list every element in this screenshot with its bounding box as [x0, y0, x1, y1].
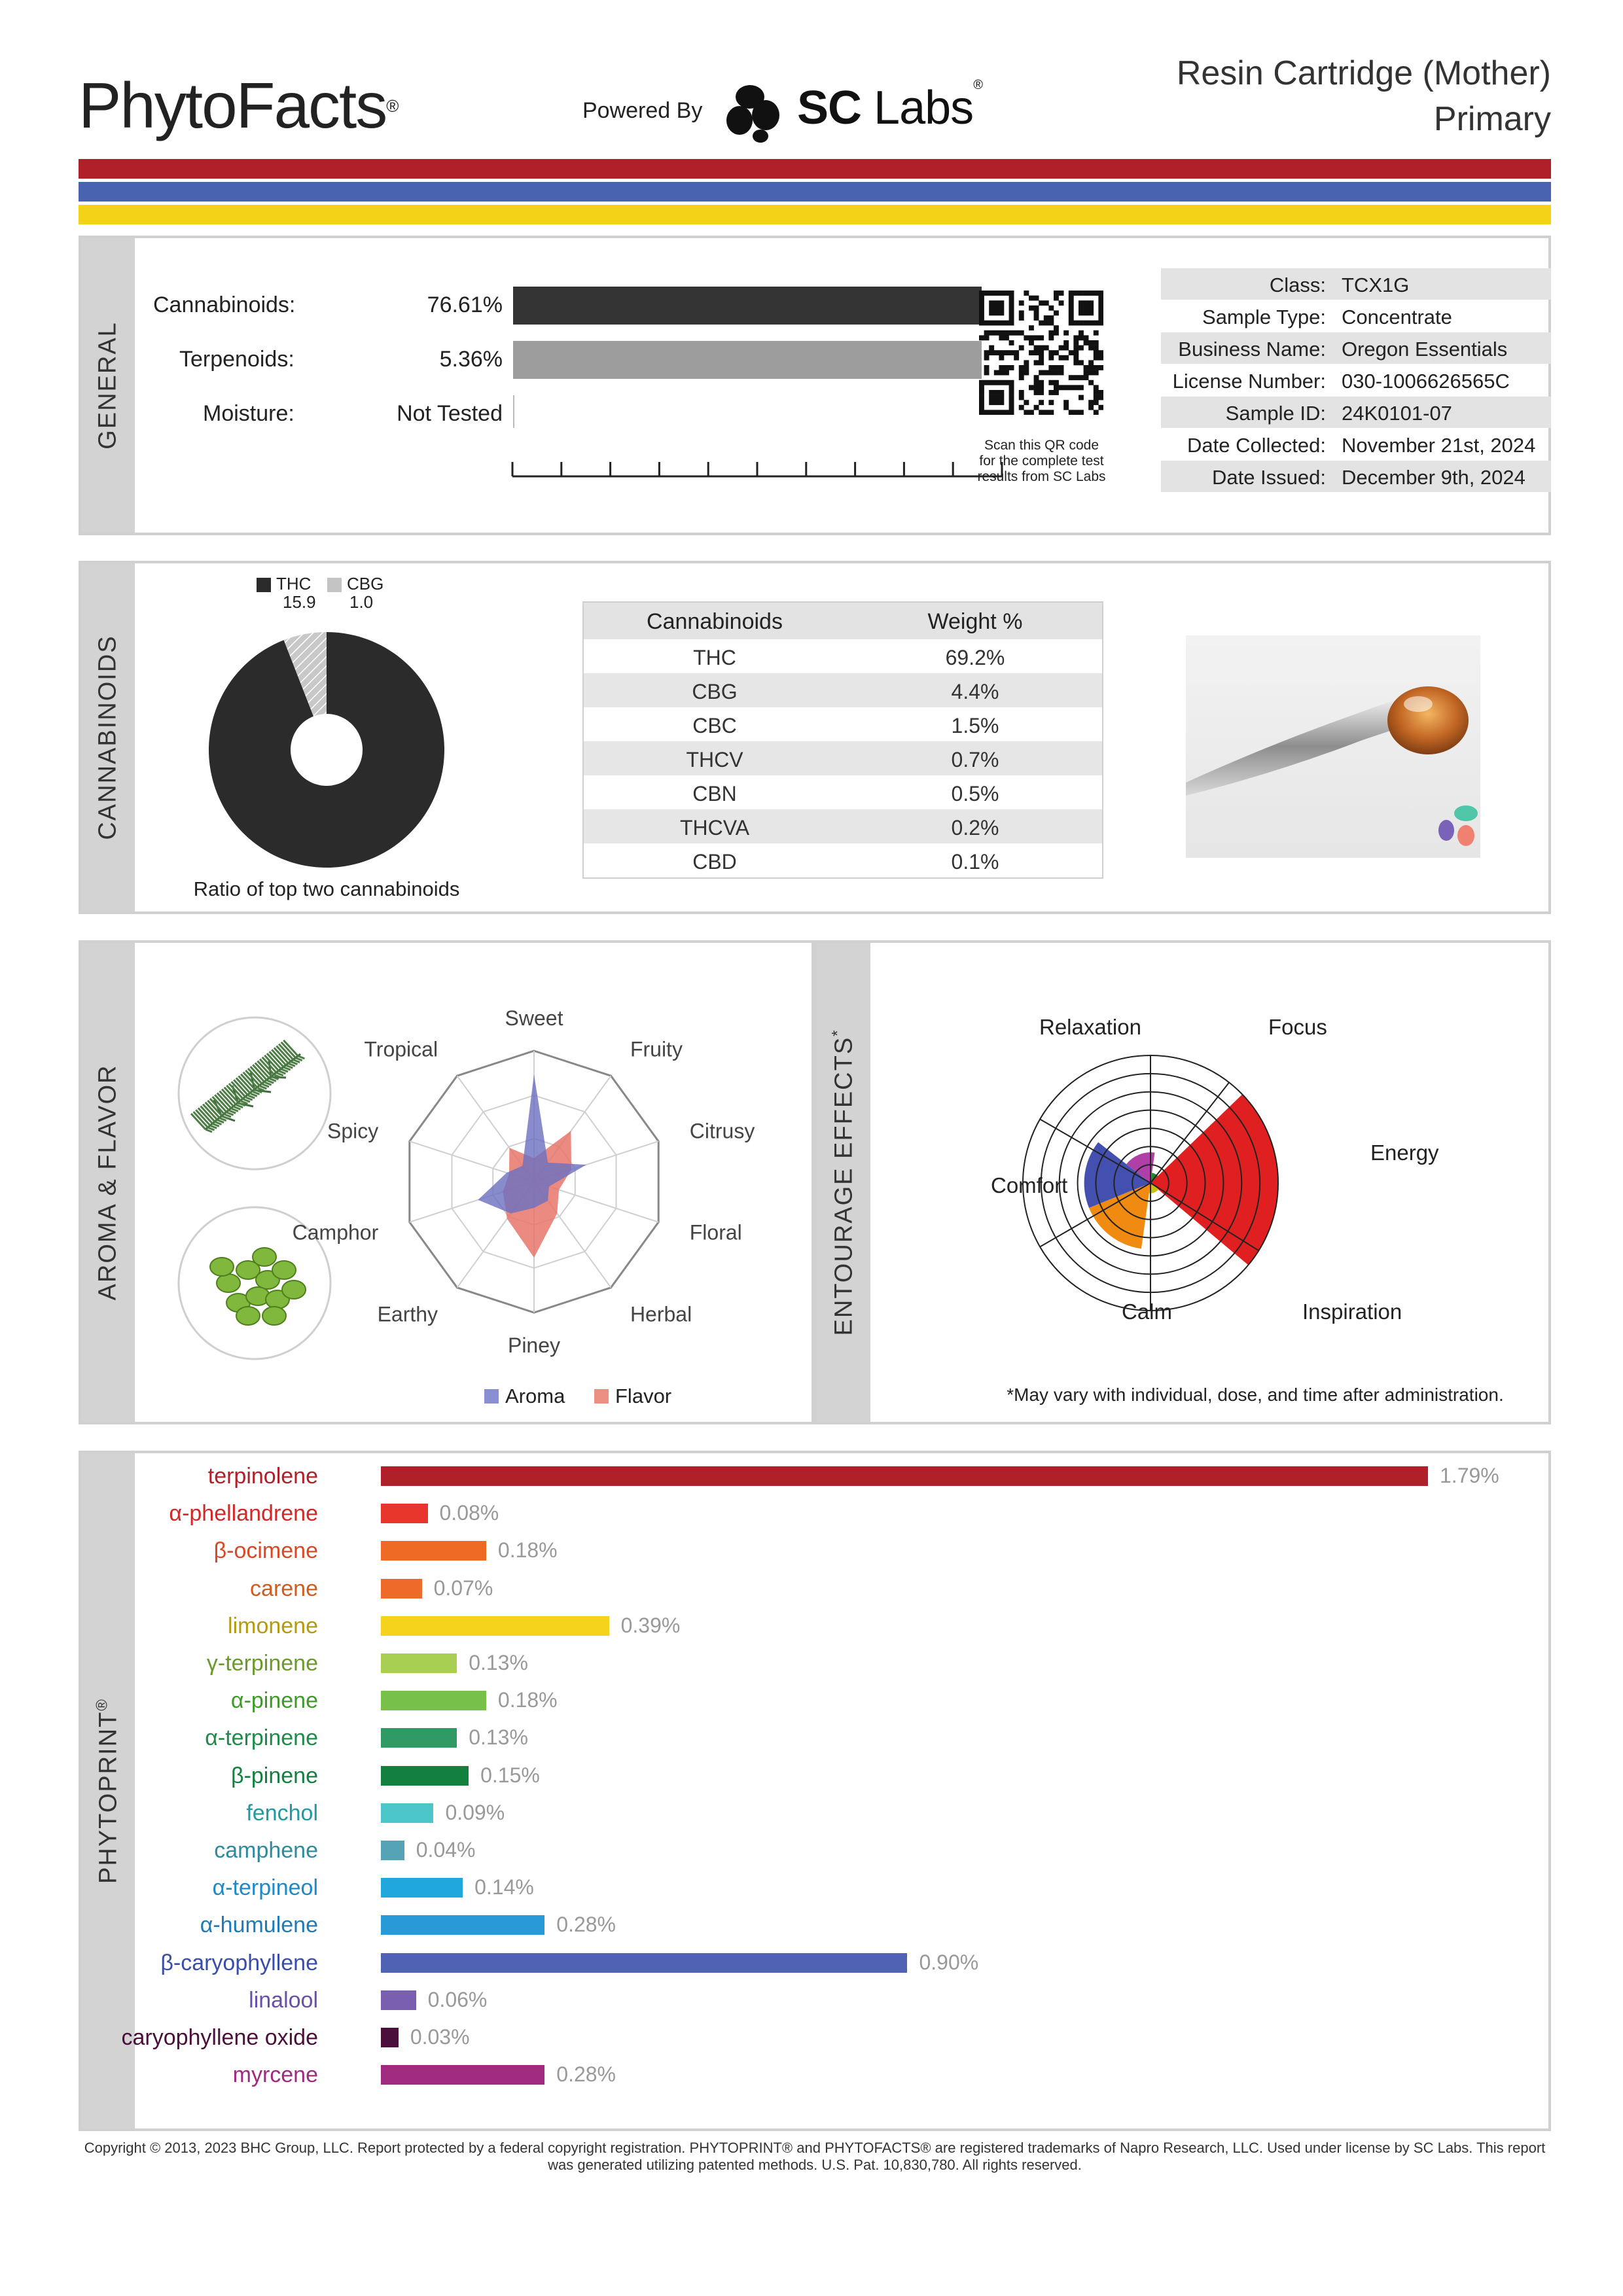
aroma-flavor-panel	[79, 940, 814, 1424]
cannabinoid-table	[582, 601, 1103, 879]
terpene-value: 0.09%	[445, 1800, 505, 1824]
terpene-bar	[381, 1466, 1428, 1486]
effect-label-comfort: Comfort	[991, 1173, 1068, 1197]
terpene-bar	[381, 2028, 399, 2047]
terpene-name: β-ocimene	[213, 1538, 318, 1564]
terpene-name: α-terpinene	[205, 1725, 318, 1751]
info-key: License Number:	[1172, 370, 1326, 393]
terpene-name: fenchol	[246, 1800, 318, 1826]
cannabinoid-name: CBG	[692, 680, 738, 703]
terpenoids-bar	[513, 341, 982, 379]
terpene-bar	[381, 1653, 457, 1673]
cannabinoid-name: CBD	[692, 850, 737, 874]
effect-label-calm: Calm	[1122, 1299, 1173, 1324]
cannabinoids-label: Cannabinoids:	[153, 292, 296, 317]
info-key: Class:	[1269, 274, 1326, 296]
terpene-value: 0.13%	[469, 1725, 528, 1750]
terpene-value: 0.28%	[556, 2062, 616, 2087]
terpene-bar	[381, 1803, 433, 1823]
radar-axis-label: Fruity	[630, 1037, 683, 1061]
info-value: Concentrate	[1342, 306, 1452, 328]
cannabinoid-weight: 4.4%	[951, 680, 999, 703]
table-row	[584, 639, 1102, 673]
terpene-value: 0.14%	[474, 1875, 534, 1899]
terpene-bar	[381, 1616, 609, 1636]
info-row-sample-type	[1161, 300, 1551, 332]
lab-name-thin: Labs	[874, 82, 974, 134]
qr-caption-line: Scan this QR code	[984, 438, 1099, 453]
brand-registered-mark: ®	[386, 96, 398, 116]
terpene-value: 0.13%	[469, 1651, 528, 1674]
info-value: December 9th, 2024	[1342, 466, 1525, 489]
info-key: Date Collected:	[1187, 434, 1326, 457]
terpene-value: 0.03%	[410, 2025, 470, 2049]
header-cannabinoids: Cannabinoids	[647, 609, 783, 634]
terpene-bar	[381, 2065, 544, 2085]
terpene-bar	[381, 1579, 422, 1598]
general-tab-label: GENERAL	[94, 321, 122, 450]
cannabinoids-bar	[513, 287, 982, 325]
general-tab	[81, 238, 135, 533]
sc-labs-wordmark	[797, 78, 982, 135]
table-row	[584, 809, 1102, 843]
powered-by-label: Powered By	[582, 98, 703, 123]
qr-caption-line: results from SC Labs	[977, 469, 1106, 484]
radar-axis-label: Citrusy	[689, 1119, 755, 1143]
info-row-class	[1161, 268, 1551, 300]
table-row	[584, 741, 1102, 775]
aroma-tab	[81, 943, 135, 1422]
terpene-value: 1.79%	[1440, 1464, 1499, 1487]
legend-aroma-label: Aroma	[505, 1385, 565, 1407]
radar-axis-label: Sweet	[505, 1006, 563, 1030]
footer-line: Copyright © 2013, 2023 BHC Group, LLC. Report protected by a federal copyright registration. PHYTOPRINT® and PHYTOFACTS® are registered trademarks of Napro Research, LLC. Used under license by SC Labs. This report	[84, 2140, 1546, 2156]
info-value: 030-1006626565C	[1342, 370, 1510, 393]
effect-wedge	[1150, 1095, 1278, 1265]
cannabinoid-name: CBC	[692, 714, 737, 737]
info-value: 24K0101-07	[1342, 402, 1452, 425]
terpene-name: γ-terpinene	[206, 1651, 318, 1676]
terpene-value: 0.28%	[556, 1913, 616, 1937]
cannabinoid-name: THC	[693, 646, 736, 669]
terpene-value: 0.39%	[620, 1613, 681, 1637]
donut-caption: Ratio of top two cannabinoids	[193, 877, 460, 900]
terpene-value: 0.15%	[480, 1763, 540, 1787]
header-stripe-blue	[79, 182, 1551, 202]
cannabinoid-ratio-donut	[205, 629, 448, 871]
phytoprint-tab-mark: ®	[93, 1698, 111, 1711]
header-stripe-red	[79, 159, 1551, 179]
radar-axis-label: Floral	[689, 1220, 742, 1245]
terpene-value: 0.08%	[439, 1501, 499, 1525]
lab-registered-mark: ®	[973, 78, 982, 92]
terpene-name: carene	[250, 1576, 318, 1601]
qr-caption-line: for the complete test	[979, 453, 1104, 468]
cannabinoid-weight: 69.2%	[945, 646, 1005, 669]
terpene-name: caryophyllene oxide	[121, 2025, 318, 2050]
footer-line: was generated utilizing patented methods. U.S. Pat. 10,830,780. All rights reserved.	[548, 2157, 1082, 2173]
effects-tab	[817, 943, 870, 1422]
effects-tab-mark: *	[829, 1029, 847, 1036]
radar-axis-label: Earthy	[377, 1302, 438, 1326]
terpene-name: β-pinene	[231, 1763, 318, 1788]
terpene-bar	[381, 1990, 416, 2010]
terpene-name: limonene	[228, 1613, 318, 1638]
legend-cbg-name: CBG	[347, 574, 384, 593]
aroma-tab-label: AROMA & FLAVOR	[94, 1064, 122, 1301]
terpene-value: 0.18%	[497, 1688, 558, 1712]
legend-flavor-label: Flavor	[615, 1385, 672, 1407]
radar-axis-label: Spicy	[327, 1119, 379, 1143]
cannabinoids-tab-label: CANNABINOIDS	[94, 635, 122, 840]
info-key: Sample ID:	[1225, 402, 1326, 425]
cannabinoid-name: THCV	[686, 748, 743, 771]
general-panel	[79, 236, 1551, 535]
terpene-name: β-caryophyllene	[160, 1950, 318, 1975]
moisture-empty-bar	[513, 395, 514, 428]
legend-swatch-cbg	[327, 578, 342, 592]
lab-name-bold: SC	[797, 82, 862, 134]
terpene-name: camphene	[214, 1838, 318, 1863]
effects-tab-text: ENTOURAGE EFFECTS	[830, 1036, 858, 1336]
terpene-bar	[381, 1915, 544, 1935]
terpene-bar	[381, 1728, 457, 1748]
info-row-date-issued	[1161, 461, 1551, 492]
brand-name: PhytoFacts	[79, 69, 387, 141]
header-stripe-yellow	[79, 205, 1551, 224]
cannabinoid-weight: 0.2%	[951, 816, 999, 839]
info-row-license-number	[1161, 364, 1551, 396]
info-row-sample-id	[1161, 397, 1551, 428]
radar-axis-label: Herbal	[630, 1302, 692, 1326]
terpene-bar	[381, 1504, 428, 1523]
table-row	[584, 673, 1102, 707]
terpene-name: α-phellandrene	[169, 1501, 318, 1527]
info-key: Business Name:	[1178, 338, 1326, 361]
cannabinoids-panel	[79, 561, 1551, 914]
effect-label-focus: Focus	[1268, 1015, 1327, 1039]
info-key: Sample Type:	[1202, 306, 1326, 328]
general-scale-axis	[510, 454, 1007, 480]
table-row	[584, 707, 1102, 741]
terpene-name: α-humulene	[200, 1913, 318, 1938]
terpene-name: linalool	[249, 1987, 318, 2013]
terpene-name: myrcene	[232, 2062, 318, 2088]
terpene-bar	[381, 1878, 463, 1898]
terpene-bar	[381, 1953, 907, 1973]
info-value: TCX1G	[1342, 274, 1410, 296]
phytoprint-panel	[79, 1451, 1551, 2131]
effect-label-energy: Energy	[1370, 1140, 1439, 1165]
terpene-name: α-terpineol	[212, 1875, 318, 1901]
entourage-effects-chart	[882, 956, 1543, 1375]
effects-disclaimer: *May vary with individual, dose, and time after administration.	[1007, 1385, 1504, 1405]
entourage-effects-panel	[814, 940, 1551, 1424]
info-value: Oregon Essentials	[1342, 338, 1508, 361]
cannabinoid-name: THCVA	[679, 816, 750, 839]
terpene-bar-chart	[81, 1453, 1548, 2128]
effect-label-relaxation: Relaxation	[1039, 1015, 1141, 1039]
legend-swatch-thc	[257, 578, 271, 592]
legend-flavor-swatch	[594, 1389, 609, 1404]
terpene-value: 0.04%	[416, 1838, 476, 1862]
cannabinoid-weight: 0.5%	[951, 782, 999, 805]
terpene-value: 0.07%	[433, 1576, 493, 1600]
terpene-bar	[381, 1541, 486, 1561]
cannabinoids-value: 76.61%	[427, 292, 503, 317]
legend-cbg-ratio: 1.0	[349, 592, 374, 612]
cannabinoid-weight: 0.1%	[951, 850, 999, 874]
aroma-flavor-radar-chart	[277, 969, 788, 1375]
legend-thc-ratio: 15.9	[283, 592, 316, 612]
moisture-label: Moisture:	[203, 401, 294, 426]
terpene-value: 0.06%	[427, 1987, 488, 2011]
table-row	[584, 775, 1102, 809]
effect-label-inspiration: Inspiration	[1302, 1299, 1402, 1324]
qr-caption	[952, 438, 1132, 485]
table-row	[584, 843, 1102, 877]
moisture-value: Not Tested	[397, 401, 503, 426]
info-value: November 21st, 2024	[1342, 434, 1536, 457]
radar-axis-label: Camphor	[292, 1220, 379, 1245]
legend-thc-name: THC	[276, 574, 312, 593]
cannabinoid-weight: 1.5%	[951, 714, 999, 737]
phytofacts-logo	[79, 69, 397, 143]
header-weight: Weight %	[927, 609, 1023, 634]
terpene-name: terpinolene	[207, 1464, 318, 1489]
info-key: Date Issued:	[1211, 466, 1326, 489]
terpene-bar	[381, 1766, 469, 1786]
sample-name: Resin Cartridge (Mother)	[1176, 54, 1551, 92]
terpene-bar	[381, 1841, 404, 1860]
terpene-value: 0.90%	[919, 1950, 979, 1974]
copyright-footer	[79, 2140, 1551, 2174]
terpene-value: 0.18%	[497, 1538, 558, 1563]
sample-phase: Primary	[1433, 100, 1551, 138]
info-row-business-name	[1161, 332, 1551, 364]
cannabinoid-weight: 0.7%	[951, 748, 999, 771]
effects-tab-label	[829, 1029, 859, 1335]
terpene-bar	[381, 1691, 486, 1710]
terpene-name: α-pinene	[230, 1688, 318, 1714]
info-row-date-collected	[1161, 429, 1551, 460]
radar-axis-label: Tropical	[364, 1037, 438, 1061]
cannabinoid-name: CBN	[692, 782, 737, 805]
legend-aroma-swatch	[484, 1389, 499, 1404]
cannabinoid-table-header	[584, 603, 1102, 639]
product-photo-resin-dab-tool	[1186, 635, 1480, 858]
phytoprint-tab-text: PHYTOPRINT	[94, 1710, 122, 1884]
qr-code-icon[interactable]	[979, 291, 1103, 415]
terpenoids-label: Terpenoids:	[179, 347, 294, 372]
radar-axis-label: Piney	[507, 1333, 561, 1357]
cannabinoids-tab	[81, 563, 135, 911]
terpenoids-value: 5.36%	[439, 347, 503, 372]
